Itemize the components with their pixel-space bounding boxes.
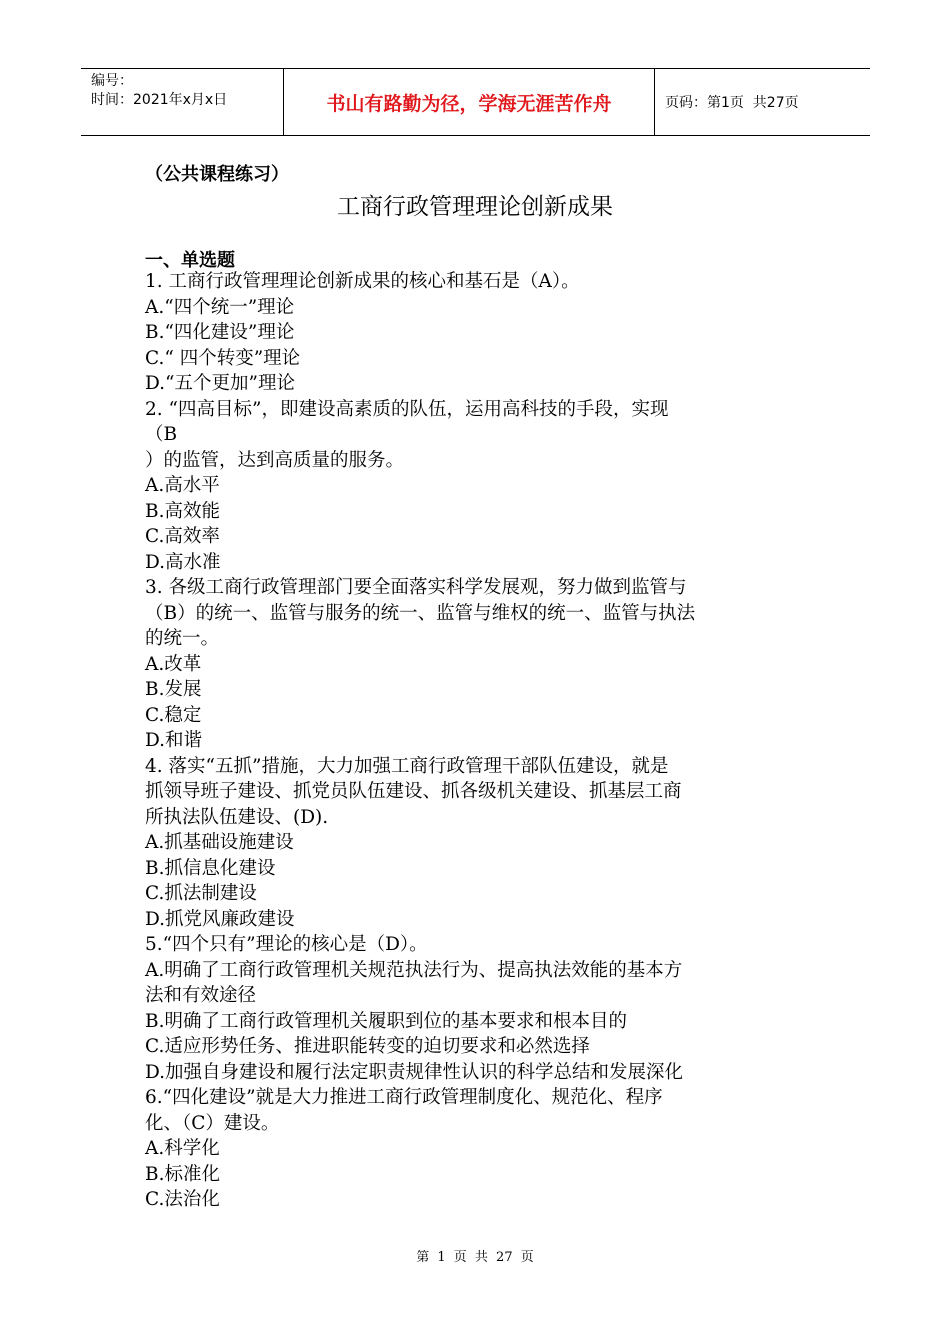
text-line: 抓领导班子建设、抓党员队伍建设、抓各级机关建设、抓基层工商 <box>145 781 682 802</box>
text-line: ）的监管，达到高质量的服务。 <box>145 449 405 471</box>
text-line: 3. 各级工商行政管理部门要全面落实科学发展观，努力做到监管与 <box>145 577 687 598</box>
section-heading: 一、单选题 <box>145 250 235 271</box>
text-line: 化、（C）建设。 <box>145 1112 280 1134</box>
header-table <box>81 68 870 136</box>
text-line: B.“四化建设”理论 <box>145 322 295 343</box>
text-line: D.加强自身建设和履行法定职责规律性认识的科学总结和发展深化 <box>145 1061 684 1083</box>
header-motto-cell <box>283 69 655 135</box>
text-line: A.改革 <box>145 653 202 675</box>
text-line: 的统一。 <box>145 628 220 649</box>
page-info: 页码：第1页 共27页 <box>665 95 799 111</box>
question-content <box>145 269 810 1213</box>
text-line: B.抓信息化建设 <box>145 857 276 879</box>
page-footer: 第 1 页 共 27 页 <box>416 1250 534 1265</box>
text-line: C.“ 四个转变”理论 <box>145 347 301 369</box>
text-line: 法和有效途径 <box>145 985 257 1006</box>
text-line: 所执法队伍建设、(D). <box>145 806 329 828</box>
header-meta-cell <box>81 69 283 135</box>
text-line: C.适应形势任务、推进职能转变的迫切要求和必然选择 <box>145 1036 590 1057</box>
text-line: B.高效能 <box>145 500 220 522</box>
text-line: B.标准化 <box>145 1163 220 1185</box>
document-title: 工商行政管理理论创新成果 <box>337 194 613 220</box>
text-line: （B <box>145 424 178 445</box>
text-line: D.“五个更加”理论 <box>145 373 295 394</box>
text-line: A.抓基础设施建设 <box>145 832 294 853</box>
time-label: 时间：2021年x月x日 <box>91 92 228 108</box>
text-line: A.“四个统一”理论 <box>145 296 295 318</box>
text-line: （B）的统一、监管与服务的统一、监管与维权的统一、监管与执法 <box>145 602 696 624</box>
text-line: 2. “四高目标”，即建设高素质的队伍，运用高科技的手段，实现 <box>145 398 669 420</box>
text-line: A.高水平 <box>145 475 220 496</box>
text-line: 1. 工商行政管理理论创新成果的核心和基石是（A）。 <box>145 271 580 292</box>
text-line: D.和谐 <box>145 730 203 751</box>
course-category: （公共课程练习） <box>145 164 289 185</box>
text-line: D.抓党风廉政建设 <box>145 908 295 930</box>
text-line: C.抓法制建设 <box>145 883 257 904</box>
number-label: 编号： <box>91 73 133 89</box>
text-line: 6.“四化建设”就是大力推进工商行政管理制度化、规范化、程序 <box>145 1087 663 1108</box>
text-line: C.稳定 <box>145 704 202 726</box>
text-line: A.明确了工商行政管理机关规范执法行为、提高执法效能的基本方 <box>145 959 683 981</box>
text-line: D.高水准 <box>145 551 221 573</box>
text-line: 4. 落实“五抓”措施，大力加强工商行政管理干部队伍建设，就是 <box>145 755 669 777</box>
text-line: B.发展 <box>145 679 202 700</box>
motto-text: 书山有路勤为径，学海无涯苦作舟 <box>326 92 612 115</box>
text-line: A.科学化 <box>145 1138 220 1159</box>
text-line: C.高效率 <box>145 526 220 547</box>
header-page-cell <box>655 69 870 135</box>
text-line: C.法治化 <box>145 1189 220 1210</box>
text-line: B.明确了工商行政管理机关履职到位的基本要求和根本目的 <box>145 1010 627 1032</box>
text-line: 5.“四个只有”理论的核心是（D）。 <box>145 934 428 955</box>
